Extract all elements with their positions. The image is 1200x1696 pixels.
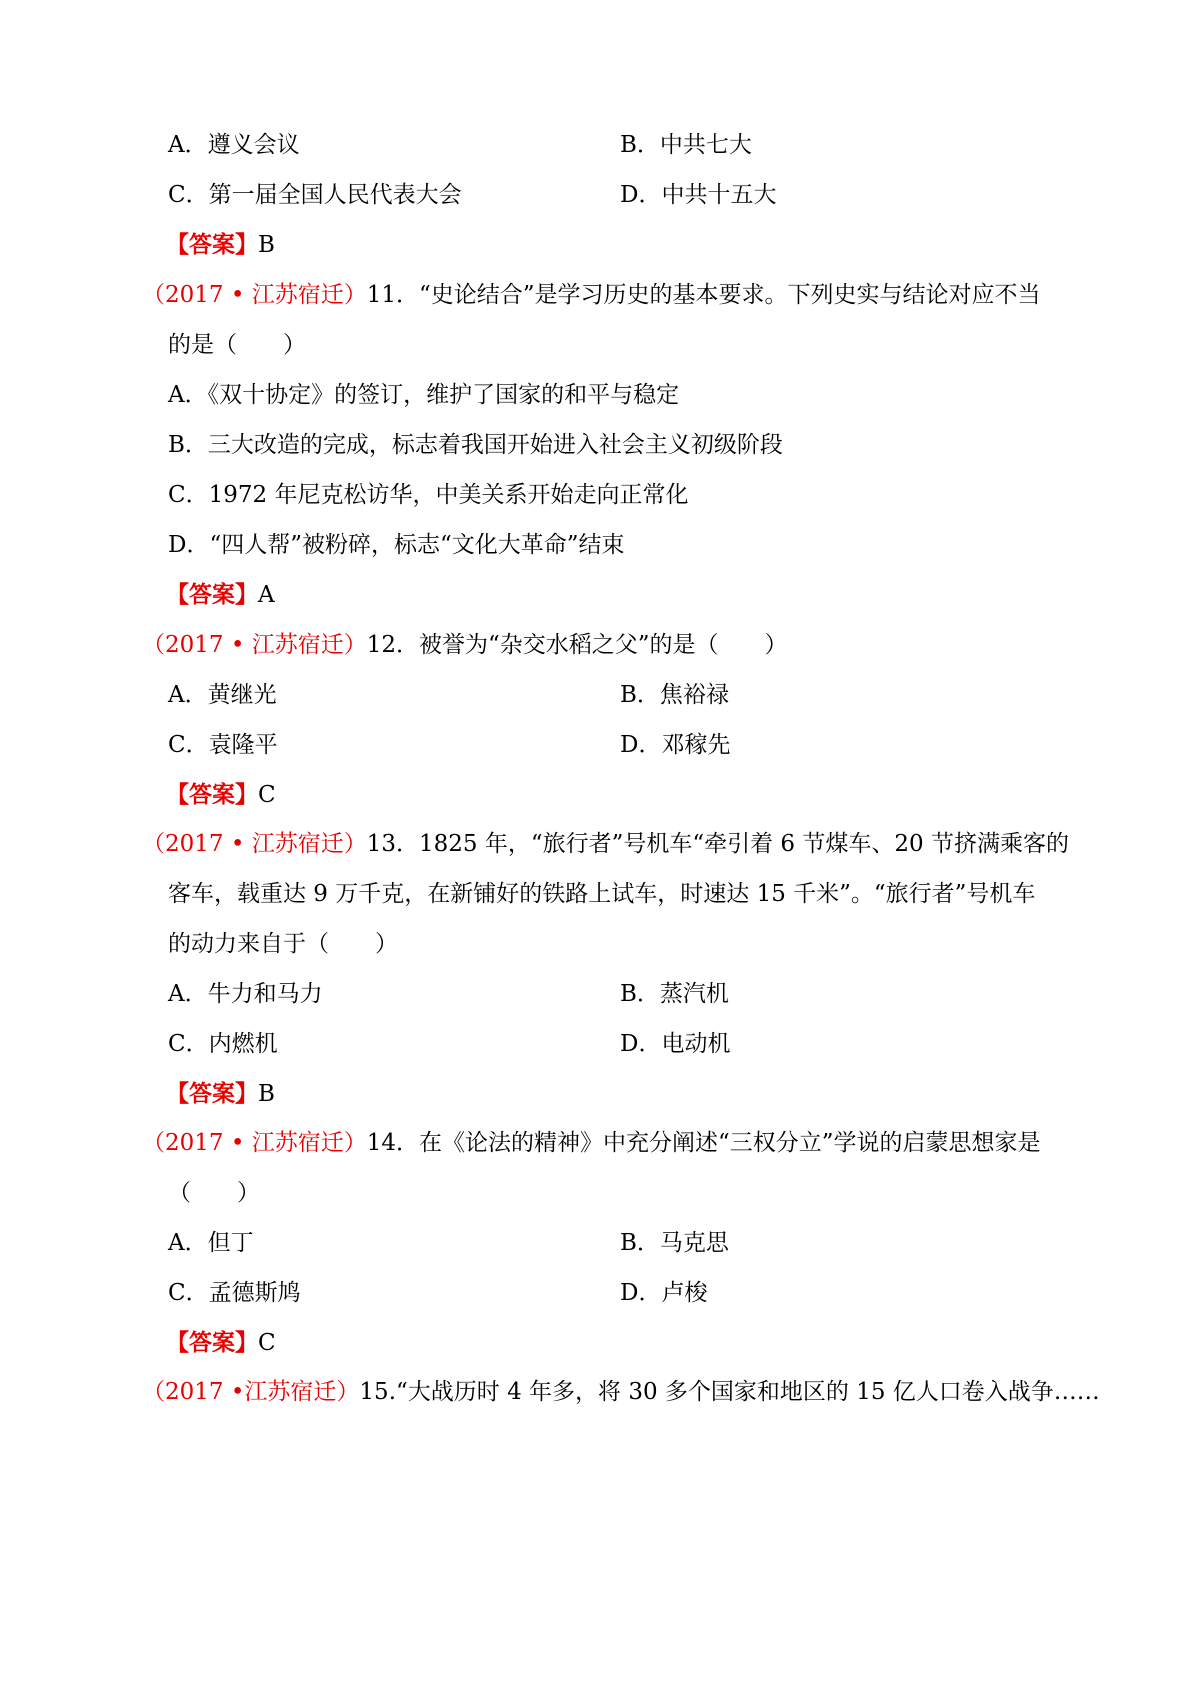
answer-value: B: [258, 1081, 275, 1107]
q14-stem: [142, 1128, 1041, 1158]
q12-option-d: D．邓稼先: [620, 732, 731, 758]
question-text: 13．1825 年，“旅行者”号机车“牵引着 6 节煤车、20 节挤满乘客的: [366, 831, 1069, 857]
q12-option-b: B．焦裕禄: [620, 682, 729, 708]
q14-stem-cont: （ ）: [168, 1180, 260, 1206]
q11-stem-cont: 的是（ ）: [168, 332, 306, 358]
answer-label: 【答案】: [166, 581, 258, 608]
q10-option-b: B．中共七大: [620, 132, 752, 158]
q14-option-d: D．卢梭: [620, 1280, 708, 1306]
question-text: 11．“史论结合”是学习历史的基本要求。下列史实与结论对应不当: [366, 282, 1041, 308]
q13-stem-cont-2: 的动力来自于（ ）: [168, 931, 398, 957]
source-tag: （2017 • 江苏宿迁）: [142, 1130, 367, 1156]
q13-option-c: C．内燃机: [168, 1031, 278, 1057]
q14-option-c: C．孟德斯鸠: [168, 1280, 301, 1306]
answer-value: B: [258, 232, 275, 258]
q11-option-b: B．三大改造的完成，标志着我国开始进入社会主义初级阶段: [168, 432, 783, 458]
source-tag: （2017 •江苏宿迁）: [142, 1379, 360, 1405]
q12-option-c: C．袁隆平: [168, 732, 278, 758]
q14-option-b: B．马克思: [620, 1230, 729, 1256]
q13-option-d: D．电动机: [620, 1031, 731, 1057]
q12-stem: [142, 630, 788, 660]
q13-stem: [142, 829, 1069, 859]
answer-value: C: [258, 782, 276, 808]
q13-answer: [166, 1079, 275, 1109]
q11-answer: [166, 580, 275, 610]
answer-label: 【答案】: [166, 231, 258, 258]
source-tag: （2017 • 江苏宿迁）: [142, 632, 367, 658]
q11-option-c: C．1972 年尼克松访华，中美关系开始走向正常化: [168, 482, 689, 508]
q11-option-d: D．“四人帮”被粉碎，标志“文化大革命”结束: [168, 532, 625, 558]
q14-answer: [166, 1328, 276, 1358]
q13-option-a: A．牛力和马力: [168, 981, 323, 1007]
answer-label: 【答案】: [166, 1080, 258, 1107]
q14-option-a: A．但丁: [168, 1230, 254, 1256]
answer-label: 【答案】: [166, 781, 258, 808]
question-text: 15.“大战历时 4 年多，将 30 多个国家和地区的 15 亿人口卷入战争……: [359, 1379, 1100, 1405]
q13-option-b: B．蒸汽机: [620, 981, 729, 1007]
q12-answer: [166, 780, 276, 810]
source-tag: （2017 • 江苏宿迁）: [142, 831, 367, 857]
q10-option-a: A．遵义会议: [168, 132, 300, 158]
q15-stem: [142, 1377, 1100, 1407]
q10-answer: [166, 230, 275, 260]
question-text: 12．被誉为“杂交水稻之父”的是（ ）: [366, 632, 788, 658]
answer-value: A: [258, 582, 275, 608]
answer-label: 【答案】: [166, 1329, 258, 1356]
question-text: 14．在《论法的精神》中充分阐述“三权分立”学说的启蒙思想家是: [366, 1130, 1041, 1156]
q11-stem: [142, 280, 1041, 310]
q10-option-d: D．中共十五大: [620, 182, 777, 208]
q11-option-a: A．《双十协定》的签订，维护了国家的和平与稳定: [168, 382, 680, 408]
q12-option-a: A．黄继光: [168, 682, 277, 708]
answer-value: C: [258, 1330, 276, 1356]
source-tag: （2017 • 江苏宿迁）: [142, 282, 367, 308]
q10-option-c: C．第一届全国人民代表大会: [168, 182, 462, 208]
q13-stem-cont-1: 客车，载重达 9 万千克，在新铺好的铁路上试车，时速达 15 千米”。“旅行者”号机车: [168, 881, 1036, 907]
